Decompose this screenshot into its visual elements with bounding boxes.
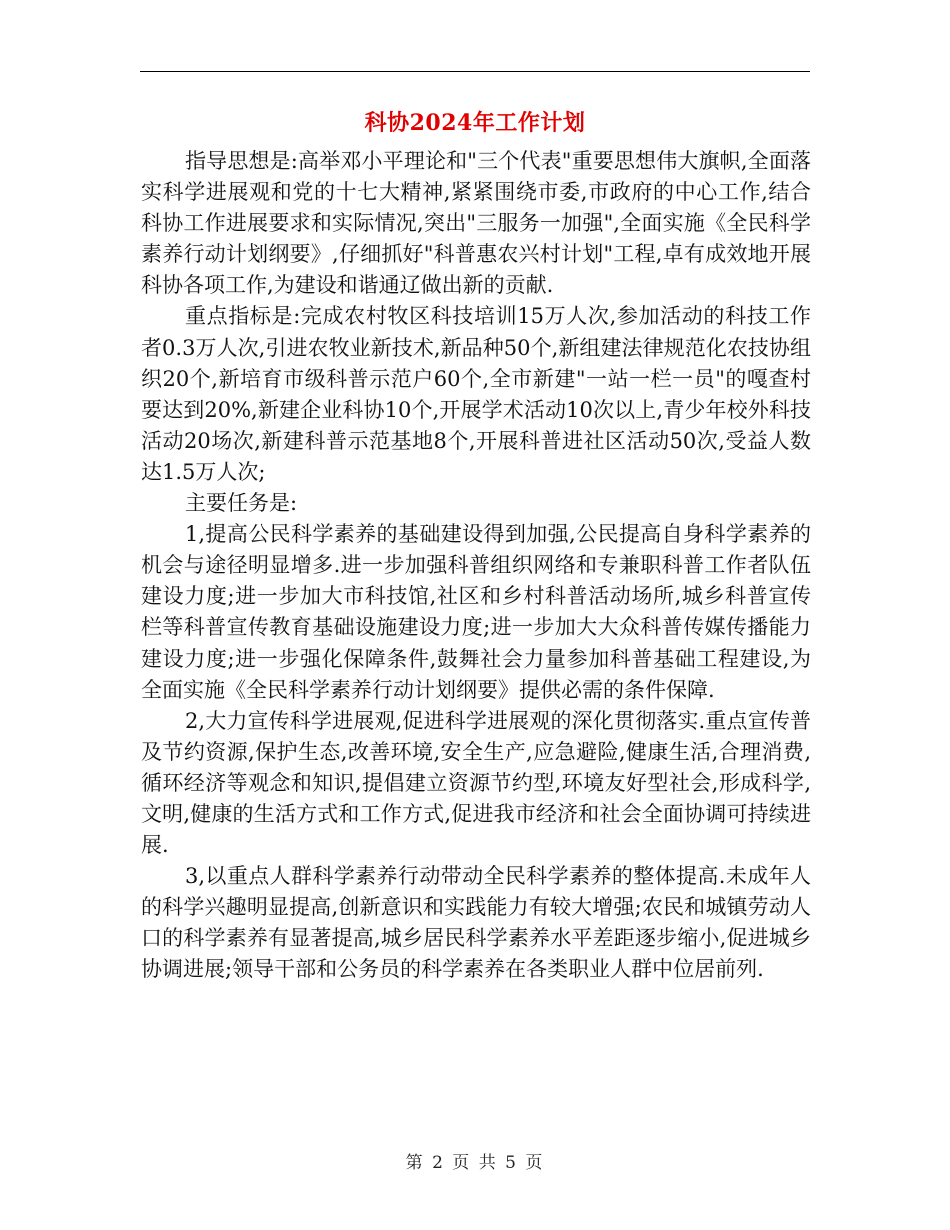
- paragraph-task-3: 3,以重点人群科学素养行动带动全民科学素养的整体提高.未成年人的科学兴趣明显提高,创新意识和实践能力有较大增强;农民和城镇劳动人口的科学素养有显著提高,城乡居民科学素养水平差距逐步缩小,促进城乡协调进展;领导干部和公务员的科学素养在各类职业人群中位居前列.: [141, 864, 811, 982]
- paragraph-main-tasks-heading: 主要任务是:: [185, 491, 298, 516]
- document-body: [141, 146, 811, 986]
- page-number-footer: 第 2 页 共 5 页: [405, 1153, 545, 1173]
- paragraph-task-1: 1,提高公民科学素养的基础建设得到加强,公民提高自身科学素养的机会与途径明显增多.进一步加强科普组织网络和专兼职科普工作者队伍建设力度;进一步加大市科技馆,社区和乡村科普活动场所,城乡科普宣传栏等科普宣传教育基础设施建设力度;进一步加大大众科普传媒传播能力建设力度;进一步强化保障条件,鼓舞社会力量参加科普基础工程建设,为全面实施《全民科学素养行动计划纲要》提供必需的条件保障.: [141, 522, 811, 702]
- paragraph-key-indicators: 重点指标是:完成农村牧区科技培训15万人次,参加活动的科技工作者0.3万人次,引进农牧业新技术,新品种50个,新组建法律规范化农技协组织20个,新培育市级科普示范户60个,全市新建"一站一栏一员"的嘎查村要达到20%,新建企业科协10个,开展学术活动10次以上,青少年校外科技活动20场次,新建科普示范基地8个,开展科普进社区活动50次,受益人数达1.5万人次;: [141, 304, 811, 484]
- document-title: 科协2024年工作计划: [364, 110, 586, 136]
- header-rule: [140, 71, 810, 72]
- paragraph-task-2: 2,大力宣传科学进展观,促进科学进展观的深化贯彻落实.重点宣传普及节约资源,保护生态,改善环境,安全生产,应急避险,健康生活,合理消费,循环经济等观念和知识,提倡建立资源节约型,环境友好型社会,形成科学,文明,健康的生活方式和工作方式,促进我市经济和社会全面协调可持续进展.: [141, 708, 811, 858]
- paragraph-guiding-ideology: 指导思想是:高举邓小平理论和"三个代表"重要思想伟大旗帜,全面落实科学进展观和党的十七大精神,紧紧围绕市委,市政府的中心工作,结合科协工作进展要求和实际情况,突出"三服务一加强",全面实施《全民科学素养行动计划纲要》,仔细抓好"科普惠农兴村计划"工程,卓有成效地开展科协各项工作,为建设和谐通辽做出新的贡献.: [141, 149, 811, 298]
